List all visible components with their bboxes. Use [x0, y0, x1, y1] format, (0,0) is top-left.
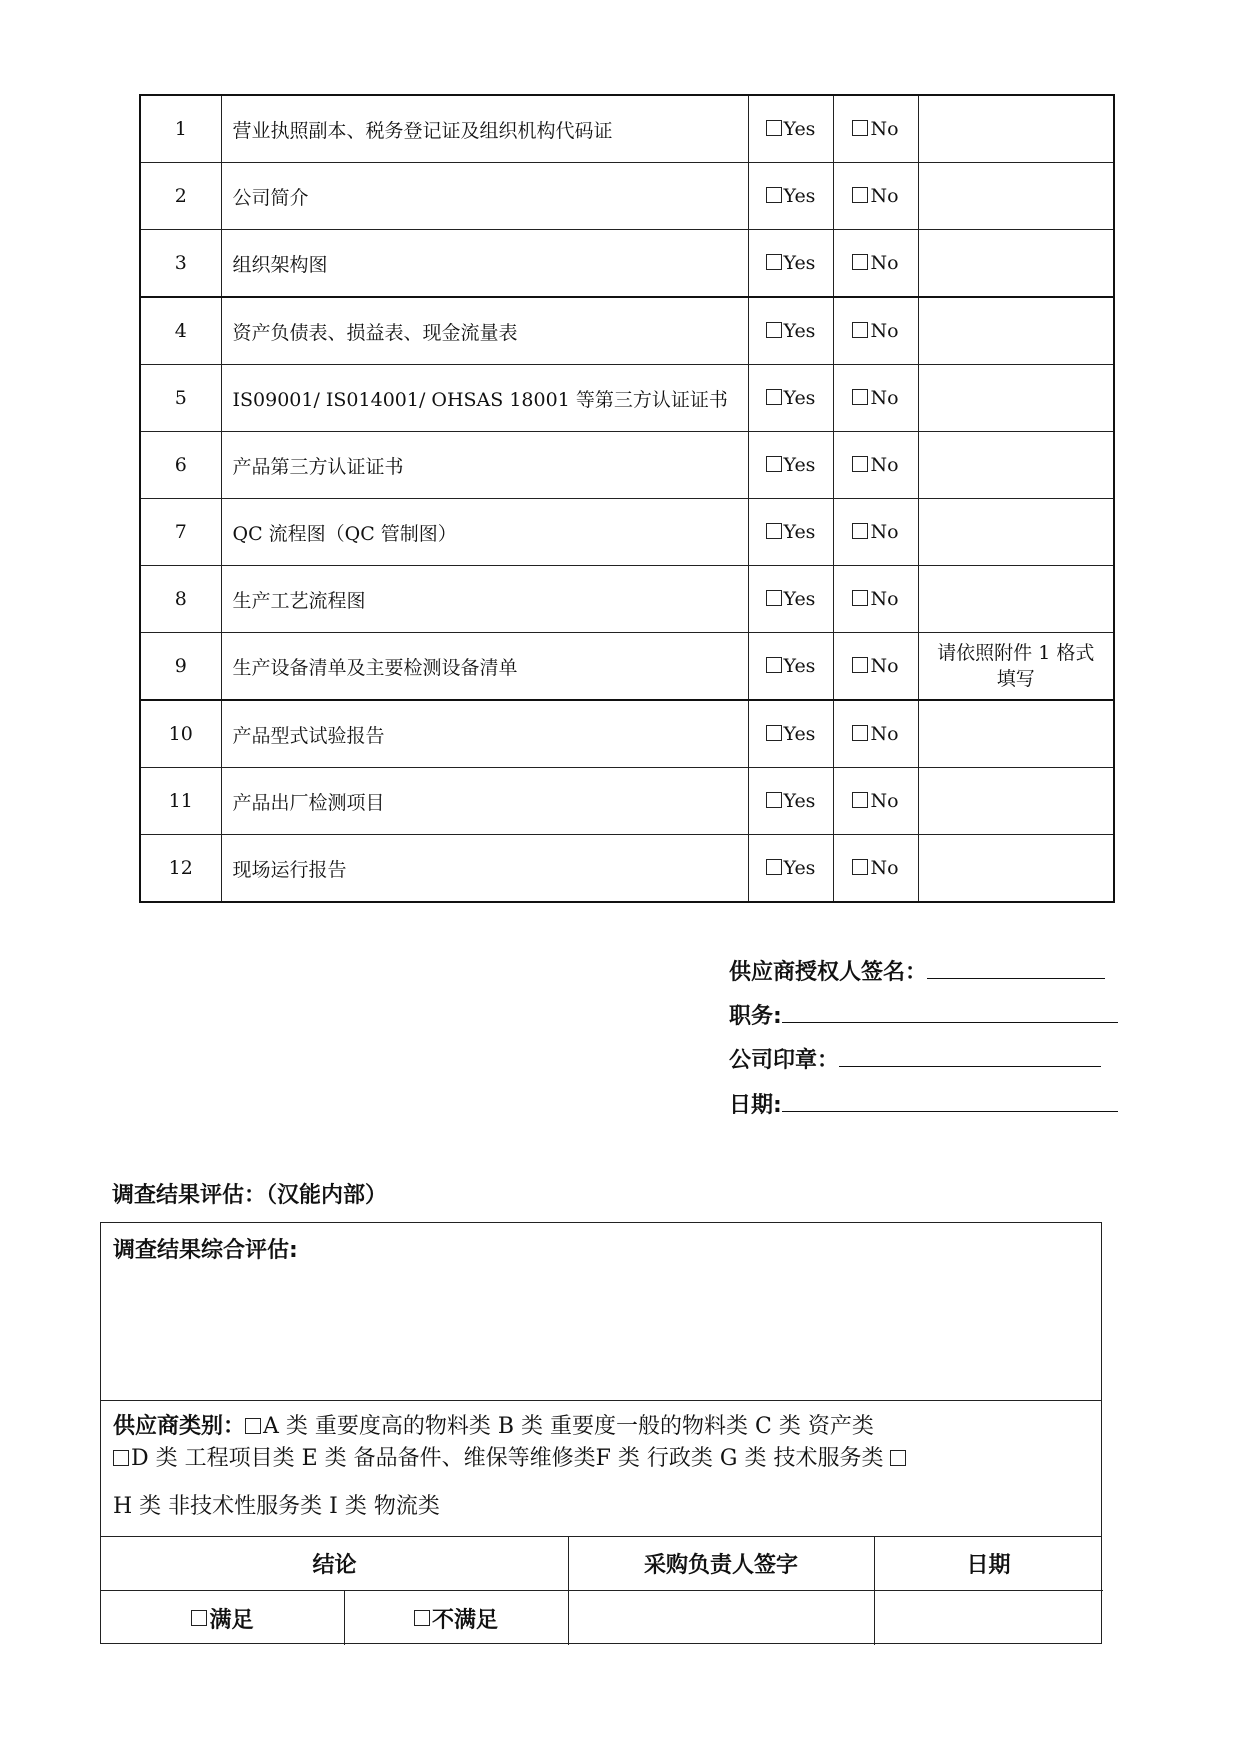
checkbox-icon[interactable] [852, 657, 868, 673]
remarks-cell[interactable] [918, 365, 1114, 432]
yes-option[interactable] [748, 297, 833, 365]
yes-label: Yes [783, 857, 816, 879]
no-label: No [870, 521, 899, 543]
remarks-cell[interactable] [918, 95, 1114, 163]
satisfied-option[interactable] [101, 1591, 344, 1645]
table-row [140, 230, 1114, 298]
row-number: 5 [140, 365, 221, 432]
date-field[interactable] [729, 1088, 1118, 1119]
table-row [140, 768, 1114, 835]
no-option[interactable] [833, 365, 918, 432]
remarks-cell[interactable] [918, 432, 1114, 499]
checkbox-icon[interactable] [766, 859, 782, 875]
document-name: 产品第三方认证证书 [221, 432, 748, 499]
checkbox-icon[interactable] [852, 590, 868, 606]
category-options-3: H 类 非技术性服务类 I 类 物流类 [113, 1494, 440, 1519]
document-name: 产品型式试验报告 [221, 700, 748, 768]
no-option[interactable] [833, 566, 918, 633]
row-number: 1 [140, 95, 221, 163]
remarks-cell[interactable] [918, 499, 1114, 566]
authorized-signature-field[interactable] [729, 955, 1105, 986]
document-name: 生产工艺流程图 [221, 566, 748, 633]
table-row [140, 432, 1114, 499]
yes-label: Yes [783, 723, 816, 745]
yes-label: Yes [783, 790, 816, 812]
remarks-cell[interactable] [918, 768, 1114, 835]
document-name: QC 流程图（QC 管制图） [221, 499, 748, 566]
yes-label: Yes [783, 655, 816, 677]
evaluation-summary-label: 调查结果综合评估: [113, 1238, 298, 1263]
document-name: 组织架构图 [221, 230, 748, 298]
yes-label: Yes [783, 454, 816, 476]
position-label: 职务: [729, 1004, 782, 1029]
checkbox-icon[interactable] [852, 389, 868, 405]
checkbox-icon[interactable] [852, 725, 868, 741]
checkbox-icon[interactable] [245, 1418, 261, 1434]
no-option[interactable] [833, 768, 918, 835]
buyer-signature-cell[interactable] [568, 1591, 874, 1645]
checkbox-icon[interactable] [766, 792, 782, 808]
table-row [140, 499, 1114, 566]
yes-option[interactable] [748, 835, 833, 903]
no-label: No [870, 118, 899, 140]
checkbox-icon[interactable] [852, 792, 868, 808]
checkbox-icon[interactable] [766, 187, 782, 203]
checkbox-icon[interactable] [852, 456, 868, 472]
table-row [140, 297, 1114, 365]
checkbox-icon[interactable] [890, 1450, 906, 1466]
checkbox-icon[interactable] [766, 389, 782, 405]
authorized-signature-line[interactable] [927, 958, 1105, 979]
no-option[interactable] [833, 163, 918, 230]
category-line-1 [113, 1409, 874, 1440]
date-header: 日期 [874, 1537, 1103, 1591]
evaluation-title: 调查结果评估：（汉能内部） [112, 1183, 388, 1208]
checkbox-icon[interactable] [852, 254, 868, 270]
no-label: No [870, 252, 899, 274]
evaluation-date-cell[interactable] [874, 1591, 1103, 1645]
position-field[interactable] [729, 999, 1118, 1030]
table-row [140, 95, 1114, 163]
remarks-cell[interactable] [918, 163, 1114, 230]
table-row [140, 566, 1114, 633]
document-name: 资产负债表、损益表、现金流量表 [221, 297, 748, 365]
table-row [140, 633, 1114, 701]
remarks-cell[interactable] [918, 566, 1114, 633]
position-line[interactable] [782, 1002, 1118, 1023]
yes-label: Yes [783, 588, 816, 610]
not-satisfied-option[interactable] [344, 1591, 568, 1645]
no-option[interactable] [833, 633, 918, 701]
no-label: No [870, 320, 899, 342]
checkbox-icon[interactable] [766, 322, 782, 338]
row-number: 2 [140, 163, 221, 230]
no-label: No [870, 185, 899, 207]
row-number: 8 [140, 566, 221, 633]
category-label: 供应商类别： [113, 1414, 246, 1439]
document-name: 生产设备清单及主要检测设备清单 [221, 633, 748, 701]
checkbox-icon[interactable] [852, 120, 868, 136]
table-row [140, 365, 1114, 432]
row-number: 9 [140, 633, 221, 701]
remarks-cell[interactable] [918, 230, 1114, 298]
no-option[interactable] [833, 700, 918, 768]
supplier-category-section [101, 1401, 1101, 1537]
yes-option[interactable] [748, 700, 833, 768]
yes-option[interactable] [748, 365, 833, 432]
row-number: 7 [140, 499, 221, 566]
yes-label: Yes [783, 387, 816, 409]
checkbox-icon[interactable] [766, 120, 782, 136]
yes-option[interactable] [748, 432, 833, 499]
checkbox-icon[interactable] [852, 859, 868, 875]
buyer-signature-header: 采购负责人签字 [568, 1537, 874, 1591]
document-name: 产品出厂检测项目 [221, 768, 748, 835]
yes-label: Yes [783, 320, 816, 342]
remarks-cell[interactable] [918, 835, 1114, 903]
no-label: No [870, 790, 899, 812]
not-satisfied-label: 不满足 [431, 1607, 498, 1633]
table-row [140, 163, 1114, 230]
document-name: 营业执照副本、税务登记证及组织机构代码证 [221, 95, 748, 163]
divider [568, 1537, 569, 1645]
yes-option[interactable] [748, 95, 833, 163]
yes-option[interactable] [748, 566, 833, 633]
documents-table [139, 94, 1115, 903]
checkbox-icon[interactable] [766, 523, 782, 539]
no-option[interactable] [833, 297, 918, 365]
document-name: IS09001/ IS014001/ OHSAS 18001 等第三方认证证书 [221, 365, 748, 432]
row-number: 12 [140, 835, 221, 903]
checkbox-icon[interactable] [766, 254, 782, 270]
yes-option[interactable] [748, 633, 833, 701]
row-number: 6 [140, 432, 221, 499]
no-option[interactable] [833, 432, 918, 499]
yes-label: Yes [783, 185, 816, 207]
yes-option[interactable] [748, 163, 833, 230]
row-number: 11 [140, 768, 221, 835]
checkbox-icon[interactable] [766, 657, 782, 673]
checkbox-icon[interactable] [414, 1610, 430, 1626]
evaluation-summary-area[interactable] [101, 1223, 1101, 1401]
divider [874, 1537, 875, 1645]
remarks-cell[interactable] [918, 297, 1114, 365]
checkbox-icon[interactable] [766, 590, 782, 606]
no-label: No [870, 655, 899, 677]
company-seal-line[interactable] [839, 1046, 1101, 1067]
date-label: 日期: [729, 1093, 782, 1118]
checkbox-icon[interactable] [191, 1610, 207, 1626]
no-label: No [870, 387, 899, 409]
category-line-3 [113, 1489, 440, 1520]
no-label: No [870, 454, 899, 476]
document-name: 公司简介 [221, 163, 748, 230]
no-option[interactable] [833, 499, 918, 566]
yes-label: Yes [783, 118, 816, 140]
checkbox-icon[interactable] [766, 456, 782, 472]
category-options-1: A 类 重要度高的物料类 B 类 重要度一般的物料类 C 类 资产类 [263, 1414, 874, 1439]
company-seal-label: 公司印章： [729, 1048, 840, 1073]
no-option[interactable] [833, 835, 918, 903]
row-number: 10 [140, 700, 221, 768]
date-line[interactable] [782, 1091, 1118, 1112]
no-label: No [870, 857, 899, 879]
evaluation-box [100, 1222, 1102, 1644]
satisfied-label: 满足 [209, 1607, 254, 1633]
checkbox-icon[interactable] [766, 725, 782, 741]
no-option[interactable] [833, 230, 918, 298]
remarks-cell[interactable]: 请依照附件 1 格式填写 [918, 633, 1114, 701]
row-number: 4 [140, 297, 221, 365]
checkbox-icon[interactable] [852, 187, 868, 203]
yes-label: Yes [783, 252, 816, 274]
yes-option[interactable] [748, 499, 833, 566]
checkbox-icon[interactable] [852, 322, 868, 338]
table-row [140, 700, 1114, 768]
checkbox-icon[interactable] [113, 1450, 129, 1466]
yes-option[interactable] [748, 230, 833, 298]
category-options-2: D 类 工程项目类 E 类 备品备件、维保等维修类F 类 行政类 G 类 技术服务类 [131, 1446, 884, 1471]
yes-label: Yes [783, 521, 816, 543]
no-label: No [870, 723, 899, 745]
authorized-signature-label: 供应商授权人签名： [729, 960, 928, 985]
yes-option[interactable] [748, 768, 833, 835]
category-line-2 [113, 1441, 908, 1472]
no-label: No [870, 588, 899, 610]
company-seal-field[interactable] [729, 1043, 1101, 1074]
table-row [140, 835, 1114, 903]
document-name: 现场运行报告 [221, 835, 748, 903]
no-option[interactable] [833, 95, 918, 163]
row-number: 3 [140, 230, 221, 298]
checkbox-icon[interactable] [852, 523, 868, 539]
divider [344, 1591, 345, 1645]
conclusion-header: 结论 [101, 1537, 568, 1591]
remarks-cell[interactable] [918, 700, 1114, 768]
